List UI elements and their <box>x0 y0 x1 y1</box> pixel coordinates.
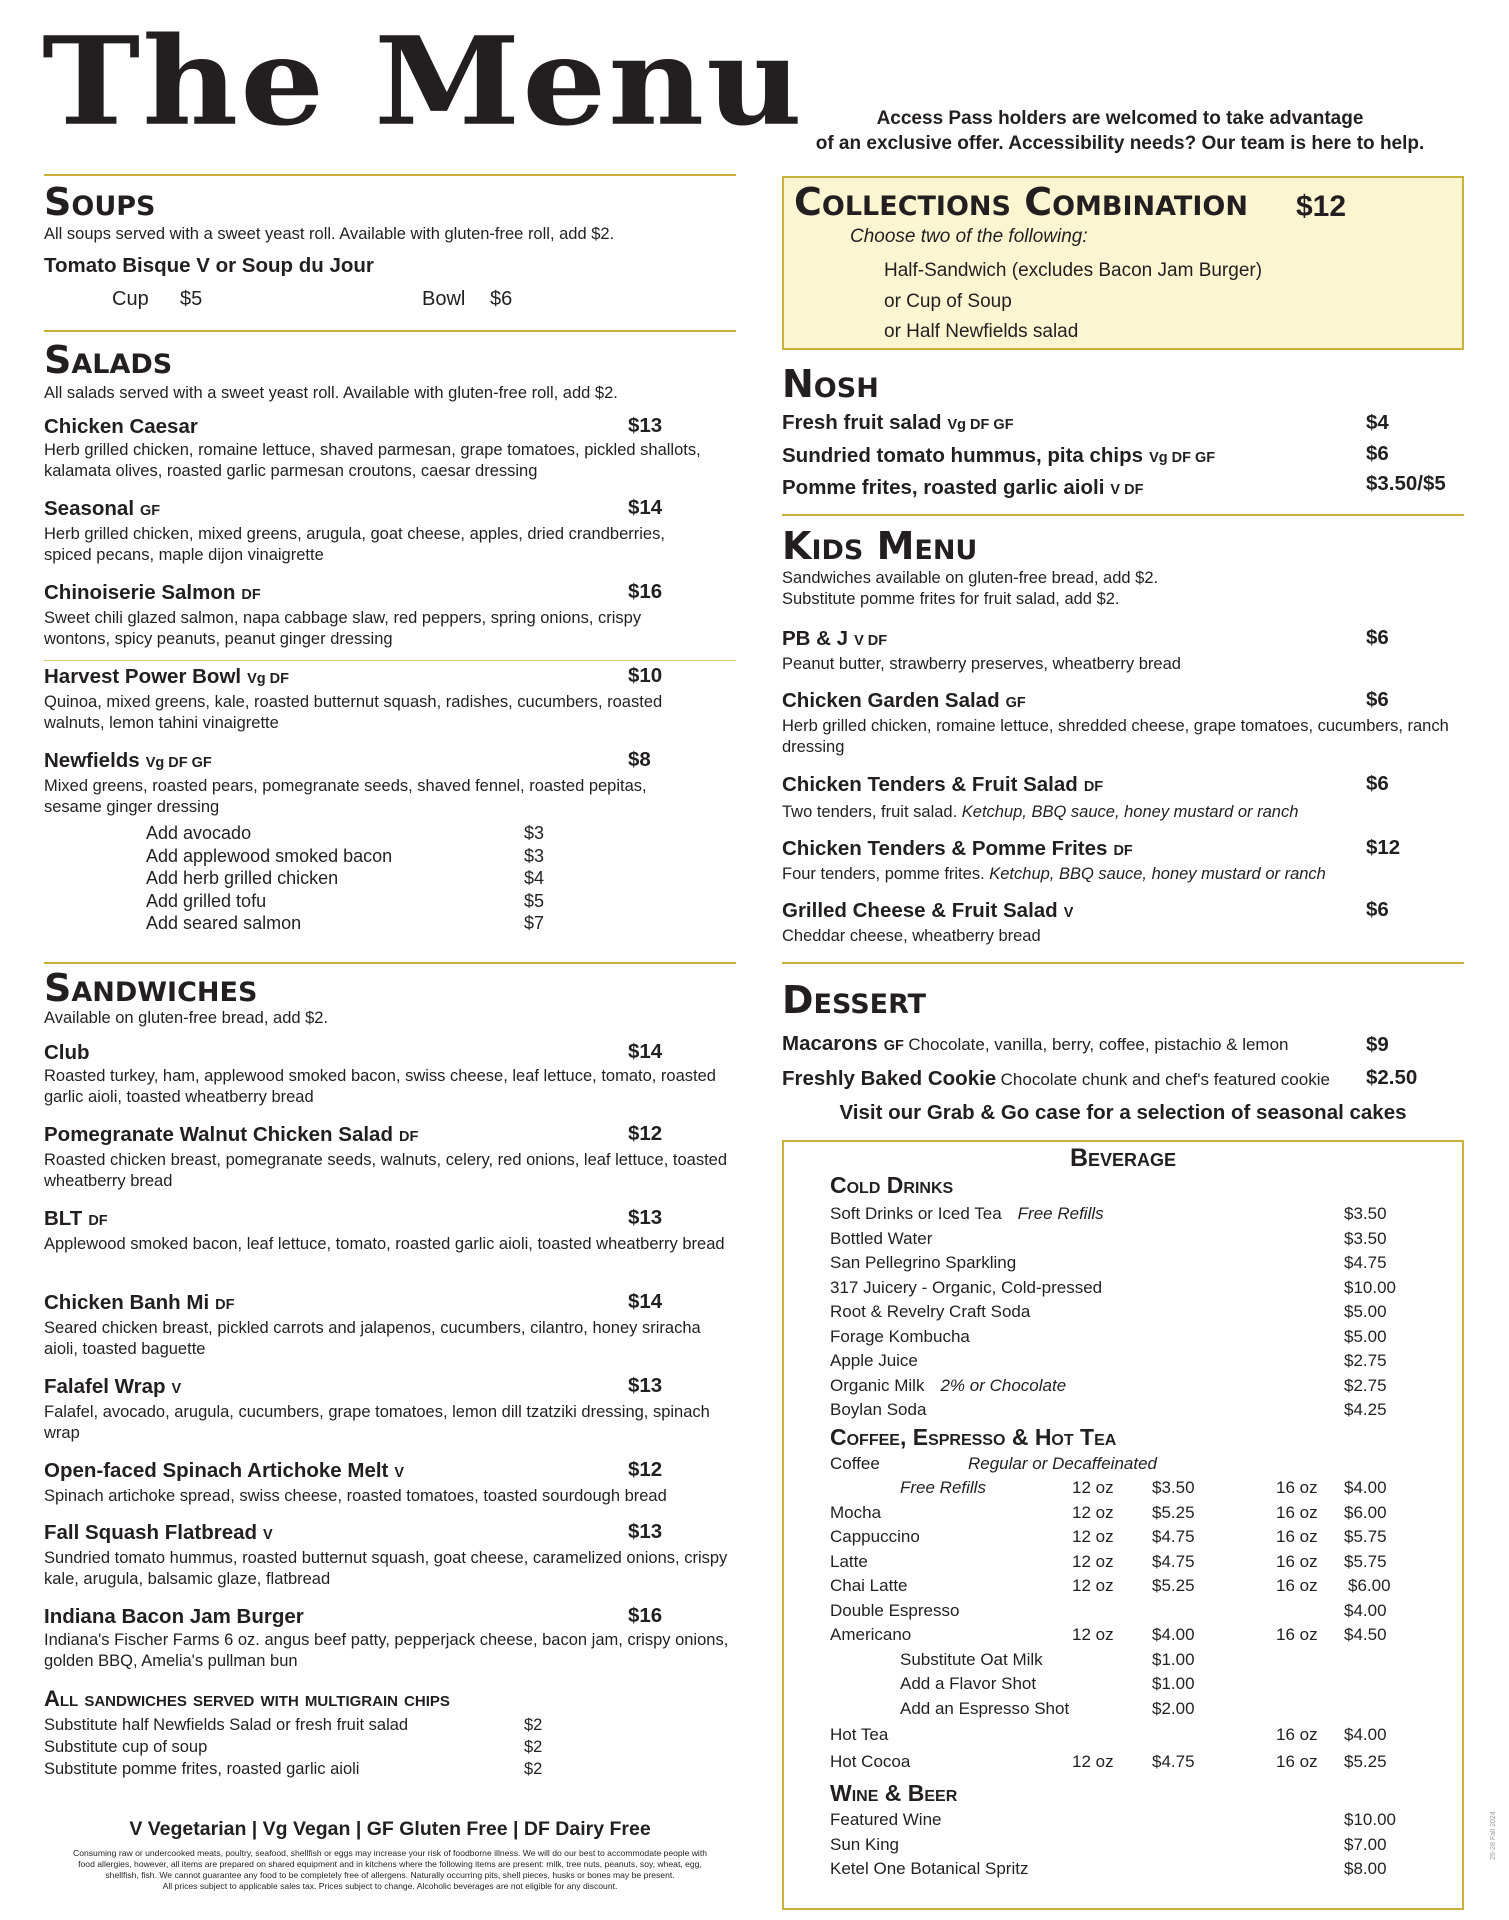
extra-price: $2.00 <box>1152 1698 1195 1718</box>
sandwich-desc: Sundried tomato hummus, roasted butternut squash, goat cheese, caramelized onions, crispy kale, arugula, balsamic glaze, flatbread <box>44 1549 728 1588</box>
sandwich-price: $13 <box>628 1374 663 1397</box>
kids-price: $6 <box>1366 898 1389 921</box>
sandwich-price: $14 <box>628 1290 663 1313</box>
nosh-list <box>782 408 1215 506</box>
size-16: 16 oz <box>1276 1752 1318 1771</box>
kids-item <box>782 626 1442 675</box>
salads-note: All salads served with a sweet yeast roll. Available with gluten-free roll, add $2. <box>44 384 618 402</box>
sandwich-name: Open-faced Spinach Artichoke Melt <box>44 1459 389 1482</box>
diet-tags: V <box>394 1465 405 1481</box>
extra-price: $1.00 <box>1152 1649 1195 1669</box>
combo-option: or Cup of Soup <box>884 290 1012 312</box>
diet-tags: V DF <box>854 633 888 649</box>
salad-price: $10 <box>628 664 663 687</box>
sub-list <box>44 1714 408 1780</box>
wine-prices <box>1344 1808 1396 1882</box>
page-title: The Menu <box>42 10 805 154</box>
hot-name: Hot Tea <box>830 1725 889 1744</box>
price-12: $4.75 <box>1152 1551 1195 1571</box>
kids-desc: Cheddar cheese, wheatberry bread <box>782 927 1041 945</box>
price-12: $4.75 <box>1152 1527 1195 1546</box>
price-16: $4.50 <box>1344 1625 1387 1644</box>
diet-tags: Vg DF GF <box>145 755 212 771</box>
sandwiches-heading: Sandwiches <box>44 966 258 1010</box>
size-16: 16 oz <box>1276 1478 1318 1497</box>
combo-options <box>884 256 1262 348</box>
salad-price: $13 <box>628 414 663 437</box>
sub-price: $2 <box>524 1760 543 1778</box>
dessert-price: $9 <box>1366 1033 1389 1056</box>
cold-drinks-prices <box>1344 1202 1396 1423</box>
kids-name: PB & J <box>782 627 849 650</box>
sandwich-price: $16 <box>628 1604 663 1627</box>
divider <box>782 962 1464 964</box>
sandwich-desc: Indiana's Fischer Farms 6 oz. angus beef patty, pepperjack cheese, bacon jam, crispy onions, golden BBQ, Amelia's pullman bun <box>44 1631 729 1670</box>
grab-go-note: Visit our Grab & Go case for a selection of seasonal cakes <box>839 1101 1407 1124</box>
size-16: 16 oz <box>1276 1502 1318 1522</box>
sub-name: Substitute cup of soup <box>44 1738 208 1756</box>
price-12: $3.50 <box>1152 1478 1195 1497</box>
sandwich-name: Chicken Banh Mi <box>44 1291 210 1314</box>
salad-desc: Herb grilled chicken, mixed greens, arugula, goat cheese, apples, dried crandberries, spiced pecans, maple dijon vinaigrette <box>44 525 665 564</box>
coffee-label: Coffee <box>830 1454 880 1473</box>
wine-name: Featured Wine <box>830 1810 942 1829</box>
drink-price: $4.25 <box>1344 1400 1387 1419</box>
soups-item: Tomato Bisque V or Soup du Jour <box>44 254 374 277</box>
hot-name: Hot Cocoa <box>830 1752 911 1771</box>
sub-price: $2 <box>524 1716 543 1734</box>
kids-item <box>782 772 1462 823</box>
drink-price: $3.50 <box>1344 1228 1387 1248</box>
divider <box>44 660 736 661</box>
nosh-heading: Nosh <box>782 362 879 406</box>
addon-price: $3 <box>524 845 545 866</box>
addon-price: $5 <box>524 890 545 911</box>
dessert-desc: Chocolate chunk and chef's featured cookie <box>1000 1070 1330 1089</box>
addon-name: Add herb grilled chicken <box>146 868 339 888</box>
size-12: 12 oz <box>1072 1478 1114 1497</box>
sandwich-desc: Falafel, avocado, arugula, cucumbers, grape tomatoes, lemon dill tzatziki dressing, spinach wrap <box>44 1403 710 1442</box>
bowl-label: Bowl <box>422 288 466 310</box>
addon-price: $7 <box>524 913 545 933</box>
dessert-name: Freshly Baked Cookie <box>782 1067 997 1090</box>
cold-drinks-list <box>830 1202 1104 1423</box>
wine-price: $10.00 <box>1344 1810 1396 1829</box>
size-16: 16 oz <box>1276 1551 1318 1571</box>
coffee-name: Americano <box>830 1625 912 1644</box>
drink-price: $3.50 <box>1344 1204 1387 1223</box>
coffee-name: Cappuccino <box>830 1527 920 1546</box>
combo-price: $12 <box>1296 190 1347 223</box>
dessert-list <box>782 1028 1330 1097</box>
drink-price: $5.00 <box>1344 1326 1387 1346</box>
divider <box>782 514 1464 516</box>
chips-heading: All sandwiches served with multigrain chips <box>44 1686 450 1711</box>
size-16: 16 oz <box>1276 1625 1318 1644</box>
kids-item <box>782 836 1462 885</box>
price-16: $6.00 <box>1348 1576 1391 1595</box>
salad-price: $8 <box>628 748 651 771</box>
drink-name: 317 Juicery - Organic, Cold-pressed <box>830 1277 1103 1297</box>
divider <box>44 174 736 176</box>
salad-price: $16 <box>628 580 663 603</box>
kids-desc: Herb grilled chicken, romaine lettuce, shredded cheese, grape tomatoes, cucumbers, ranch dressing <box>782 717 1449 756</box>
salad-name: Seasonal <box>44 497 135 520</box>
diet-tags: Vg DF GF <box>1149 449 1216 466</box>
coffee-name: Latte <box>830 1551 868 1571</box>
sandwiches-note: Available on gluten-free bread, add $2. <box>44 1009 329 1027</box>
cold-drinks-heading: Cold Drinks <box>830 1172 954 1198</box>
soups-heading: Soups <box>44 180 156 224</box>
diet-tags: Vg DF GF <box>947 417 1014 433</box>
salad-name: Chicken Caesar <box>44 415 198 438</box>
combo-option: Half-Sandwich (excludes Bacon Jam Burger) <box>884 260 1263 281</box>
price-16: $4.00 <box>1344 1600 1387 1620</box>
diet-tags: GF <box>1005 695 1026 711</box>
drink-name: Forage Kombucha <box>830 1326 970 1346</box>
beverage-box <box>782 1140 1464 1910</box>
price-12: $5.25 <box>1152 1502 1195 1522</box>
price-16: $5.75 <box>1344 1527 1387 1546</box>
coffee-name: Chai Latte <box>830 1576 908 1595</box>
sub-name: Substitute half Newfields Salad or fresh fruit salad <box>44 1716 409 1734</box>
kids-price: $6 <box>1366 772 1389 795</box>
diet-tags: DF <box>215 1297 235 1313</box>
drink-name: Boylan Soda <box>830 1400 927 1419</box>
salad-item <box>44 496 704 566</box>
coffee-name: Double Espresso <box>830 1600 960 1620</box>
sandwich-desc: Roasted turkey, ham, applewood smoked bacon, swiss cheese, leaf lettuce, tomato, roasted garlic aioli, toasted wheatberry bread <box>44 1067 716 1106</box>
cup-label: Cup <box>112 288 149 310</box>
size-12: 12 oz <box>1072 1576 1114 1595</box>
kids-name: Grilled Cheese & Fruit Salad <box>782 899 1058 922</box>
sandwich-price: $14 <box>628 1040 663 1063</box>
drink-price: $2.75 <box>1344 1375 1387 1395</box>
drink-note: Free Refills <box>1017 1204 1104 1223</box>
sandwich-desc: Applewood smoked bacon, leaf lettuce, tomato, roasted garlic aioli, toasted wheatberry bread <box>44 1235 725 1253</box>
nosh-price: $3.50/$5 <box>1366 472 1446 495</box>
kids-name: Chicken Garden Salad <box>782 689 1000 712</box>
sandwich-price: $13 <box>628 1520 663 1543</box>
kids-item <box>782 898 1462 947</box>
kids-desc: Two tenders, fruit salad. <box>782 803 962 821</box>
dessert-desc: Chocolate, vanilla, berry, coffee, pistachio & lemon <box>908 1035 1289 1054</box>
kids-price: $6 <box>1366 688 1389 711</box>
combo-option: or Half Newfields salad <box>884 321 1079 342</box>
dessert-heading: Dessert <box>782 978 927 1022</box>
size-12: 12 oz <box>1072 1551 1114 1571</box>
sandwich-price: $12 <box>628 1458 663 1481</box>
nosh-name: Sundried tomato hummus, pita chips <box>782 443 1144 467</box>
coffee-name: Mocha <box>830 1502 882 1522</box>
diet-tags: Vg DF <box>247 671 289 687</box>
drink-price: $4.75 <box>1344 1253 1387 1272</box>
diet-tags: GF <box>140 503 161 519</box>
wine-price: $8.00 <box>1344 1859 1387 1878</box>
wine-name: Sun King <box>830 1834 899 1854</box>
drink-name: Organic Milk <box>830 1375 925 1395</box>
addon-name: Add grilled tofu <box>146 890 267 911</box>
diet-tags: DF <box>88 1213 108 1229</box>
size-12: 12 oz <box>1072 1502 1114 1522</box>
kids-heading: Kids Menu <box>782 524 978 568</box>
sub-name: Substitute pomme frites, roasted garlic aioli <box>44 1760 360 1778</box>
kids-price: $6 <box>1366 626 1389 649</box>
price-16: $4.00 <box>1344 1725 1387 1744</box>
coffee-heading: Coffee, Espresso & Hot Tea <box>830 1424 1117 1450</box>
nosh-prices <box>1366 408 1446 500</box>
salad-item <box>44 748 704 818</box>
price-12: $5.25 <box>1152 1576 1195 1595</box>
sandwich-price: $12 <box>628 1122 663 1145</box>
combo-heading: Collections Combination <box>794 180 1248 224</box>
kids-desc: Four tenders, pomme frites. <box>782 865 990 883</box>
kids-name: Chicken Tenders & Pomme Frites <box>782 837 1108 860</box>
salad-name: Chinoiserie Salmon <box>44 581 236 604</box>
nosh-price: $4 <box>1366 411 1389 434</box>
coffee-name: Free Refills <box>900 1478 986 1497</box>
price-16: $4.00 <box>1344 1478 1387 1497</box>
size-16: 16 oz <box>1276 1725 1318 1744</box>
kids-item <box>782 688 1462 758</box>
size-16: 16 oz <box>1276 1576 1318 1595</box>
kids-price: $12 <box>1366 836 1401 859</box>
sandwich-name: Falafel Wrap <box>44 1375 166 1398</box>
sandwich-name: BLT <box>44 1207 83 1230</box>
divider <box>44 962 736 964</box>
diet-tags: V <box>171 1381 182 1397</box>
addon-name: Add avocado <box>146 823 252 843</box>
salad-name: Harvest Power Bowl <box>44 665 242 688</box>
drink-name: San Pellegrino Sparkling <box>830 1253 1017 1272</box>
drink-name: Bottled Water <box>830 1228 933 1248</box>
salad-item <box>44 580 704 650</box>
extra-price: $1.00 <box>1152 1674 1195 1693</box>
addon-price: $3 <box>524 823 545 843</box>
price-16: $5.75 <box>1344 1551 1387 1571</box>
fine-print: Consuming raw or undercooked meats, poultry, seafood, shellfish or eggs may increase your risk of foodborne illness. We will do our best to accommodate people with food allergies, however, all items are prepared on shared equipment and in kitchens where the following items are present: milk, tree nuts, peanuts, soy, wheat, egg, shellfish, fish. We cannot guarantee any food to be completely free of allergens. Naturally occurring pits, shell pieces, husks or bones may be present. All prices subject to applicable sales tax. Prices subject to change. Alcoholic beverages are not eligible for any discount. <box>72 1848 708 1891</box>
price-16: $5.25 <box>1344 1752 1387 1771</box>
wine-list <box>830 1808 1028 1882</box>
diet-tags: DF <box>1113 843 1133 859</box>
kids-sauces: Ketchup, BBQ sauce, honey mustard or ranch <box>961 803 1299 821</box>
salad-desc: Sweet chili glazed salmon, napa cabbage slaw, red peppers, spring onions, crispy wontons, spicy peanuts, peanut ginger dressing <box>44 609 642 648</box>
sandwich-name: Club <box>44 1041 90 1064</box>
soups-note: All soups served with a sweet yeast roll. Available with gluten-free roll, add $2. <box>44 225 615 243</box>
salad-desc: Mixed greens, roasted pears, pomegranate seeds, shaved fennel, roasted pepitas, sesame ginger dressing <box>44 777 647 816</box>
diet-legend: V Vegetarian | Vg Vegan | GF Gluten Free | DF Dairy Free <box>129 1818 651 1840</box>
sandwich-name: Pomegranate Walnut Chicken Salad <box>44 1123 393 1146</box>
salads-heading: Salads <box>44 338 173 382</box>
print-code: 25-28 Fall 2024 <box>1490 1811 1497 1860</box>
drink-note: 2% or Chocolate <box>940 1375 1067 1395</box>
sandwich-desc: Spinach artichoke spread, swiss cheese, roasted tomatoes, toasted sourdough bread <box>44 1487 667 1505</box>
addon-name: Add applewood smoked bacon <box>146 845 393 866</box>
access-pass-note: Access Pass holders are welcomed to take advantage of an exclusive offer. Accessibility needs? Our team is here to help. <box>815 108 1425 154</box>
sub-prices <box>524 1714 542 1780</box>
wine-beer-heading: Wine & Beer <box>830 1780 958 1806</box>
size-12: 12 oz <box>1072 1752 1114 1771</box>
salad-addon-list <box>146 822 392 935</box>
extra-name: Substitute Oat Milk <box>900 1649 1043 1669</box>
drink-price: $10.00 <box>1344 1277 1396 1297</box>
kids-notes: Sandwiches available on gluten-free bread, add $2. Substitute pomme frites for fruit salad, add $2. <box>782 569 1159 608</box>
size-12: 12 oz <box>1072 1625 1114 1644</box>
salad-item <box>44 414 704 482</box>
diet-tags: V <box>1063 905 1074 921</box>
drink-price: $5.00 <box>1344 1302 1387 1321</box>
dessert-name: Macarons <box>782 1032 878 1055</box>
nosh-name: Fresh fruit salad <box>782 411 942 434</box>
coffee-table <box>830 1476 1450 1775</box>
diet-tags: V DF <box>1110 482 1144 498</box>
wine-price: $7.00 <box>1344 1834 1387 1854</box>
size-12: 12 oz <box>1072 1527 1114 1546</box>
salad-addon-prices <box>524 822 544 935</box>
diet-tags: V <box>263 1527 273 1543</box>
sandwich-desc: Roasted chicken breast, pomegranate seeds, walnuts, celery, red onions, leaf lettuce, toasted wheatberry bread <box>44 1151 728 1190</box>
bowl-price: $6 <box>490 288 513 310</box>
salad-price: $14 <box>628 496 663 519</box>
salad-desc: Quinoa, mixed greens, kale, roasted butternut squash, radishes, cucumbers, roasted walnuts, lemon tahini vinaigrette <box>44 693 663 732</box>
price-12: $4.75 <box>1152 1752 1195 1771</box>
salad-name: Newfields <box>44 749 140 772</box>
extra-name: Add an Espresso Shot <box>900 1698 1070 1718</box>
dessert-prices <box>1366 1028 1417 1094</box>
combo-box <box>782 176 1464 350</box>
diet-tags: DF <box>398 1129 419 1145</box>
drink-name: Apple Juice <box>830 1351 918 1370</box>
price-12: $4.00 <box>1152 1625 1195 1644</box>
sub-price: $2 <box>524 1738 543 1756</box>
wine-name: Ketel One Botanical Spritz <box>830 1859 1029 1878</box>
diet-tags: DF <box>1083 779 1104 795</box>
addon-price: $4 <box>524 868 545 888</box>
addon-name: Add seared salmon <box>146 913 302 933</box>
size-16: 16 oz <box>1276 1527 1318 1546</box>
diet-tags: GF <box>883 1038 904 1054</box>
dessert-price: $2.50 <box>1366 1066 1418 1089</box>
price-16: $6.00 <box>1344 1502 1387 1522</box>
divider <box>44 330 736 332</box>
beverage-heading: Beverage <box>1069 1144 1177 1172</box>
kids-sauces: Ketchup, BBQ sauce, honey mustard or ranch <box>989 865 1326 883</box>
drink-price: $2.75 <box>1344 1351 1387 1370</box>
sandwich-price: $13 <box>628 1206 663 1229</box>
diet-tags: DF <box>241 587 261 603</box>
kids-desc: Peanut butter, strawberry preserves, wheatberry bread <box>782 655 1181 673</box>
cup-price: $5 <box>180 288 203 310</box>
salad-item <box>44 664 704 734</box>
nosh-price: $6 <box>1366 441 1389 465</box>
drink-name: Soft Drinks or Iced Tea <box>830 1204 1002 1223</box>
sandwich-name: Indiana Bacon Jam Burger <box>44 1605 304 1628</box>
salad-desc: Herb grilled chicken, romaine lettuce, shaved parmesan, grape tomatoes, pickled shallots, kalamata olives, roasted garlic parmesan croutons, caesar dressing <box>44 441 701 480</box>
coffee-note: Regular or Decaffeinated <box>968 1454 1158 1473</box>
nosh-name: Pomme frites, roasted garlic aioli <box>782 476 1105 499</box>
sandwich-desc: Seared chicken breast, pickled carrots and jalapenos, cucumbers, cilantro, honey sriracha aioli, toasted baguette <box>44 1319 701 1358</box>
drink-name: Root & Revelry Craft Soda <box>830 1302 1031 1321</box>
kids-name: Chicken Tenders & Fruit Salad <box>782 773 1078 796</box>
combo-choose: Choose two of the following: <box>850 226 1088 247</box>
extra-name: Add a Flavor Shot <box>900 1674 1037 1693</box>
sandwich-name: Fall Squash Flatbread <box>44 1521 258 1544</box>
